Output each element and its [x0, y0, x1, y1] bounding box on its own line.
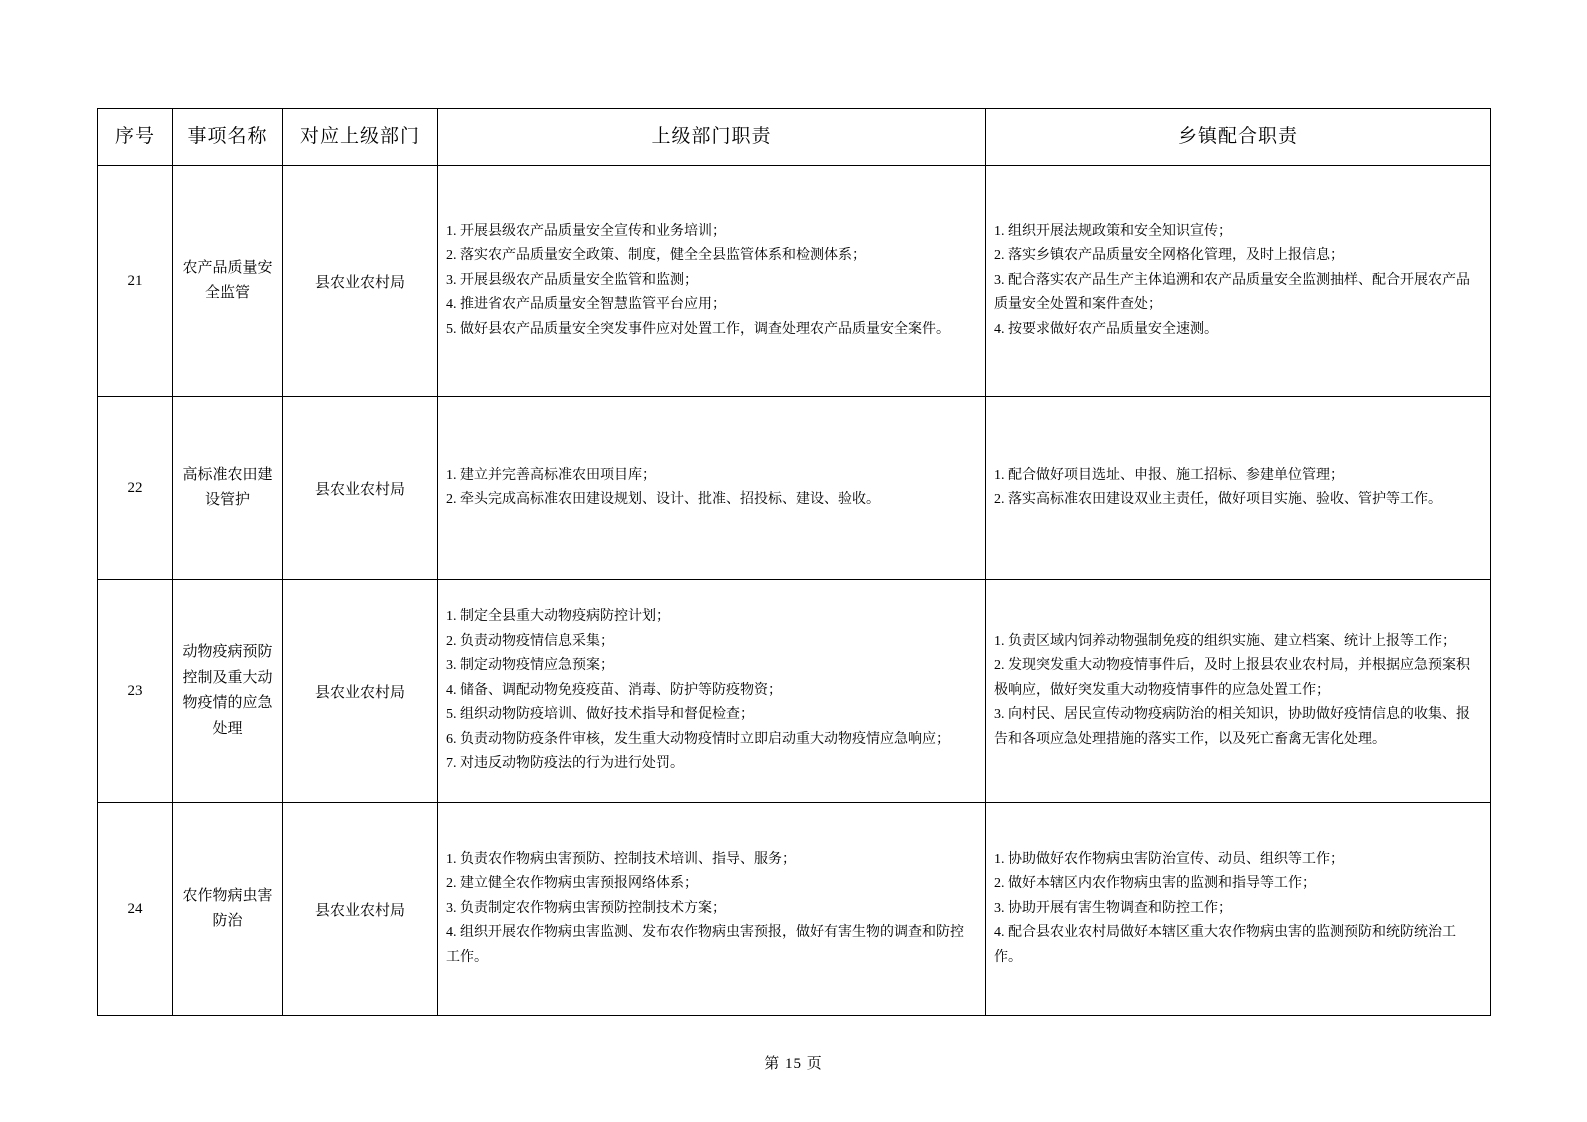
row-department: 县农业农村局 — [283, 580, 438, 803]
header-duty: 上级部门职责 — [438, 109, 986, 166]
row-item-name: 农作物病虫害防治 — [173, 803, 283, 1016]
header-name: 事项名称 — [173, 109, 283, 166]
row-upper-duty — [438, 166, 986, 397]
row-upper-duty — [438, 397, 986, 580]
row-town-duty — [986, 580, 1491, 803]
row-department: 县农业农村局 — [283, 166, 438, 397]
row-upper-duty — [438, 580, 986, 803]
town-duty-list — [994, 464, 1482, 513]
responsibility-table — [97, 108, 1491, 1016]
duty-list — [446, 605, 977, 777]
town-duty-line: 4. 按要求做好农产品质量安全速测。 — [994, 321, 1218, 337]
row-department: 县农业农村局 — [283, 803, 438, 1016]
row-upper-duty — [438, 803, 986, 1016]
header-town: 乡镇配合职责 — [986, 109, 1491, 166]
duty-list — [446, 848, 977, 971]
town-duty-line: 2. 发现突发重大动物疫情事件后，及时上报县农业农村局，并根据应急预案积极响应，做好突发重大动物疫情事件的应急处置工作； — [994, 658, 1470, 698]
row-department: 县农业农村局 — [283, 397, 438, 580]
table-row — [98, 166, 1491, 397]
duty-line: 3. 负责制定农作物病虫害预防控制技术方案； — [446, 900, 726, 916]
town-duty-line: 1. 协助做好农作物病虫害防治宣传、动员、组织等工作； — [994, 851, 1344, 867]
town-duty-list — [994, 220, 1482, 343]
table-row — [98, 580, 1491, 803]
duty-list — [446, 464, 977, 513]
duty-line: 2. 牵头完成高标准农田建设规划、设计、批准、招投标、建设、验收。 — [446, 492, 880, 507]
row-item-name: 农产品质量安全监管 — [173, 166, 283, 397]
town-duty-line: 1. 配合做好项目选址、申报、施工招标、参建单位管理； — [994, 467, 1344, 483]
table-row — [98, 397, 1491, 580]
duty-line: 1. 制定全县重大动物疫病防控计划； — [446, 609, 670, 625]
duty-list — [446, 220, 977, 343]
town-duty-line: 3. 协助开展有害生物调查和防控工作； — [994, 900, 1232, 916]
duty-line: 1. 负责农作物病虫害预防、控制技术培训、指导、服务； — [446, 851, 796, 867]
duty-line: 4. 组织开展农作物病虫害监测、发布农作物病虫害预报，做好有害生物的调查和防控工作。 — [446, 925, 964, 965]
row-number: 21 — [98, 166, 173, 397]
duty-line: 4. 推进省农产品质量安全智慧监管平台应用； — [446, 297, 726, 313]
duty-line: 6. 负责动物防疫条件审核，发生重大动物疫情时立即启动重大动物疫情应急响应； — [446, 731, 950, 747]
duty-line: 4. 储备、调配动物免疫疫苗、消毒、防护等防疫物资； — [446, 682, 782, 698]
town-duty-list — [994, 630, 1482, 753]
duty-line: 5. 组织动物防疫培训、做好技术指导和督促检查； — [446, 707, 754, 723]
duty-line: 3. 开展县级农产品质量安全监管和监测； — [446, 272, 698, 288]
town-duty-line: 1. 负责区域内饲养动物强制免疫的组织实施、建立档案、统计上报等工作； — [994, 633, 1456, 649]
town-duty-line: 2. 落实乡镇农产品质量安全网格化管理，及时上报信息； — [994, 248, 1344, 264]
town-duty-line: 4. 配合县农业农村局做好本辖区重大农作物病虫害的监测预防和统防统治工作。 — [994, 925, 1456, 965]
duty-line: 1. 建立并完善高标准农田项目库； — [446, 467, 656, 483]
header-dept: 对应上级部门 — [283, 109, 438, 166]
town-duty-line: 1. 组织开展法规政策和安全知识宣传； — [994, 223, 1232, 239]
row-town-duty — [986, 803, 1491, 1016]
town-duty-line: 2. 做好本辖区内农作物病虫害的监测和指导等工作； — [994, 876, 1316, 892]
row-town-duty — [986, 397, 1491, 580]
town-duty-line: 2. 落实高标准农田建设双业主责任，做好项目实施、验收、管护等工作。 — [994, 492, 1442, 507]
town-duty-line: 3. 配合落实农产品生产主体追溯和农产品质量安全监测抽样、配合开展农产品质量安全处置和案件查处； — [994, 272, 1470, 313]
duty-line: 2. 建立健全农作物病虫害预报网络体系； — [446, 876, 698, 892]
header-no: 序号 — [98, 109, 173, 166]
table-row — [98, 803, 1491, 1016]
duty-line: 1. 开展县级农产品质量安全宣传和业务培训； — [446, 223, 726, 239]
duty-line: 3. 制定动物疫情应急预案； — [446, 658, 614, 674]
row-item-name: 动物疫病预防控制及重大动物疫情的应急处理 — [173, 580, 283, 803]
duty-line: 5. 做好县农产品质量安全突发事件应对处置工作，调查处理农产品质量安全案件。 — [446, 321, 950, 337]
row-item-name: 高标准农田建设管护 — [173, 397, 283, 580]
row-town-duty — [986, 166, 1491, 397]
page-footer: 第 15 页 — [764, 1056, 823, 1072]
town-duty-line: 3. 向村民、居民宣传动物疫病防治的相关知识，协助做好疫情信息的收集、报告和各项应急处理措施的落实工作，以及死亡畜禽无害化处理。 — [994, 707, 1470, 747]
table-header-row — [98, 109, 1491, 166]
town-duty-list — [994, 848, 1482, 971]
duty-line: 2. 落实农产品质量安全政策、制度，健全全县监管体系和检测体系； — [446, 248, 866, 264]
row-number: 24 — [98, 803, 173, 1016]
row-number: 22 — [98, 397, 173, 580]
duty-line: 2. 负责动物疫情信息采集； — [446, 633, 614, 649]
duty-line: 7. 对违反动物防疫法的行为进行处罚。 — [446, 756, 684, 772]
row-number: 23 — [98, 580, 173, 803]
